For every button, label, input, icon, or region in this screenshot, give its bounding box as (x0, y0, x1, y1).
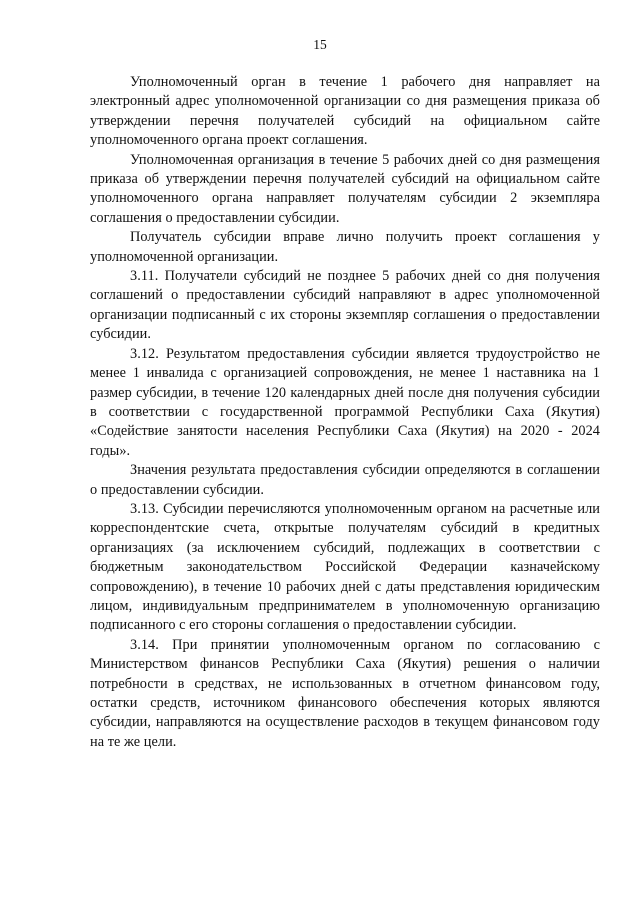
page-number: 15 (313, 37, 327, 52)
paragraph-agency-sends-draft: Уполномоченный орган в течение 1 рабочего дня направляет на электронный адрес уполномоченной организации со дня размещения приказа об утверждении перечня получателей субсидий на официальном сайте уполномоченного органа проект соглашения. (90, 74, 600, 149)
paragraph-3-13: 3.13. Субсидии перечисляются уполномоченным органом на расчетные или корреспондентские счета, открытые получателям субсидий в кредитных организациях (за исключением субсидий, подлежащих в соответствии с бюджетным законодательством Российской Федерации казначейскому сопровождению), в течение 10 рабочих дней с даты представления юридическим лицом, индивидуальным предпринимателем в уполномоченную организацию подписанного с его стороны соглашения о предоставлении субсидии. (90, 500, 600, 634)
paragraph-3-11: 3.11. Получатели субсидий не позднее 5 рабочих дней со дня получения соглашений о предоставлении субсидий направляют в адрес уполномоченной организации подписанный с их стороны экземпляр соглашения о предоставлении субсидии. (90, 268, 600, 343)
document-body (90, 73, 600, 752)
paragraph-recipient-pickup: Получатель субсидии вправе лично получить проект соглашения у уполномоченной организации. (90, 229, 600, 265)
paragraph-3-14: 3.14. При принятии уполномоченным органом по согласованию с Министерством финансов Республики Саха (Якутия) решения о наличии потребности в средствах, не использованных в отчетном финансовом году, остатки средств, источником финансового обеспечения которых являются субсидии, направляются на осуществление расходов в текущем финансовом году на те же цели. (90, 636, 600, 750)
paragraph-organization-sends-copies: Уполномоченная организация в течение 5 рабочих дней со дня размещения приказа об утверждении перечня получателей субсидий на официальном сайте уполномоченного органа направляет получателям субсидии 2 экземпляра соглашения о предоставлении субсидии. (90, 151, 600, 226)
paragraph-3-12: 3.12. Результатом предоставления субсидии является трудоустройство не менее 1 инвалида с организацией сопровождения, не менее 1 наставника на 1 размер субсидии, в течение 120 календарных дней после дня получения субсидии в соответствии с государственной программой Республики Саха (Якутия) «Содействие занятости населения Республики Саха (Якутия) на 2020 - 2024 годы». (90, 345, 600, 459)
paragraph-result-values: Значения результата предоставления субсидии определяются в соглашении о предоставлении субсидии. (90, 462, 600, 498)
